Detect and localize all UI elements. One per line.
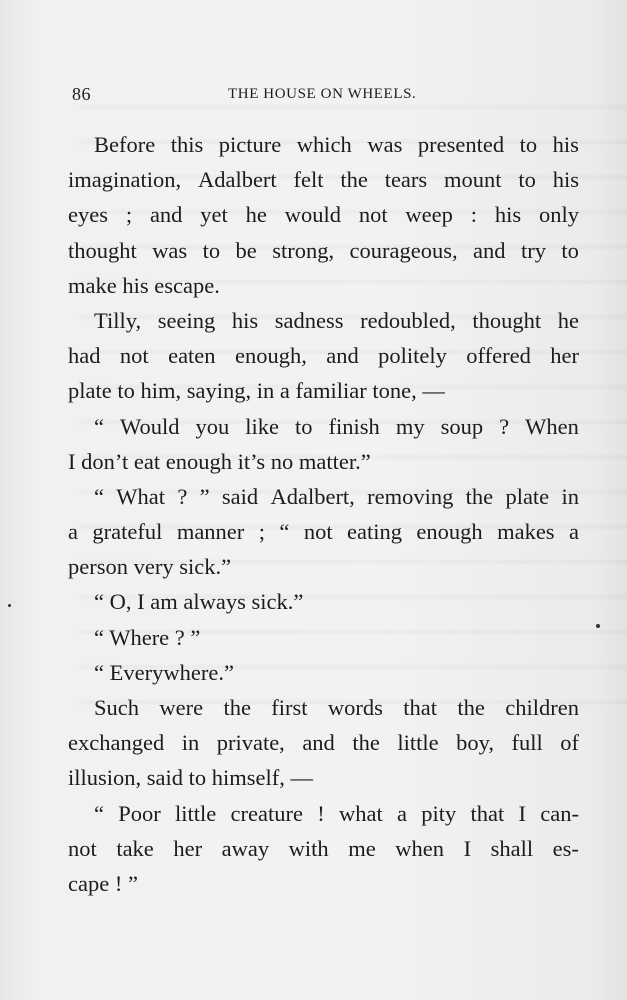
text-line: Such were the first words that the children (94, 695, 579, 720)
text-line: eyes ; and yet he would not weep : his only (68, 202, 579, 228)
text-line: “ O, I am always sick.” (94, 589, 304, 615)
text-line: a grateful manner ; “ not eating enough makes a (68, 519, 579, 545)
text-line: I don’t eat enough it’s no matter.” (68, 448, 371, 474)
text-line: make his escape. (68, 272, 220, 298)
text-line: person very sick.” (68, 554, 232, 580)
text-line: Tilly, seeing his sadness redoubled, thought he (94, 307, 579, 333)
text-line: plate to him, saying, in a familiar tone, — (68, 378, 445, 404)
text-line: exchanged in private, and the little boy, full of (68, 730, 579, 756)
running-head: THE HOUSE ON WHEELS. (228, 86, 417, 102)
text-line: thought was to be strong, courageous, and try to (68, 237, 579, 263)
text-line: imagination, Adalbert felt the tears mount to his (68, 167, 579, 193)
speck-right (596, 624, 600, 628)
text-line: illusion, said to himself, — (68, 765, 314, 791)
text-line: had not eaten enough, and politely offered her (68, 343, 579, 369)
text-line: “ Would you like to finish my soup ? When (94, 413, 579, 439)
page-header (0, 84, 627, 108)
text-line: “ Poor little creature ! what a pity that I can- (94, 800, 579, 826)
body-text (68, 127, 579, 901)
text-line: Before this picture which was presented to his (94, 132, 579, 157)
text-line: “ Where ? ” (94, 624, 201, 650)
text-line: cape ! ” (68, 870, 138, 896)
text-line: not take her away with me when I shall es- (68, 835, 579, 861)
speck-left (8, 604, 11, 607)
text-line: “ Everywhere.” (94, 659, 234, 685)
text-line: “ What ? ” said Adalbert, removing the plate in (94, 483, 579, 509)
page-number: 86 (72, 84, 91, 104)
